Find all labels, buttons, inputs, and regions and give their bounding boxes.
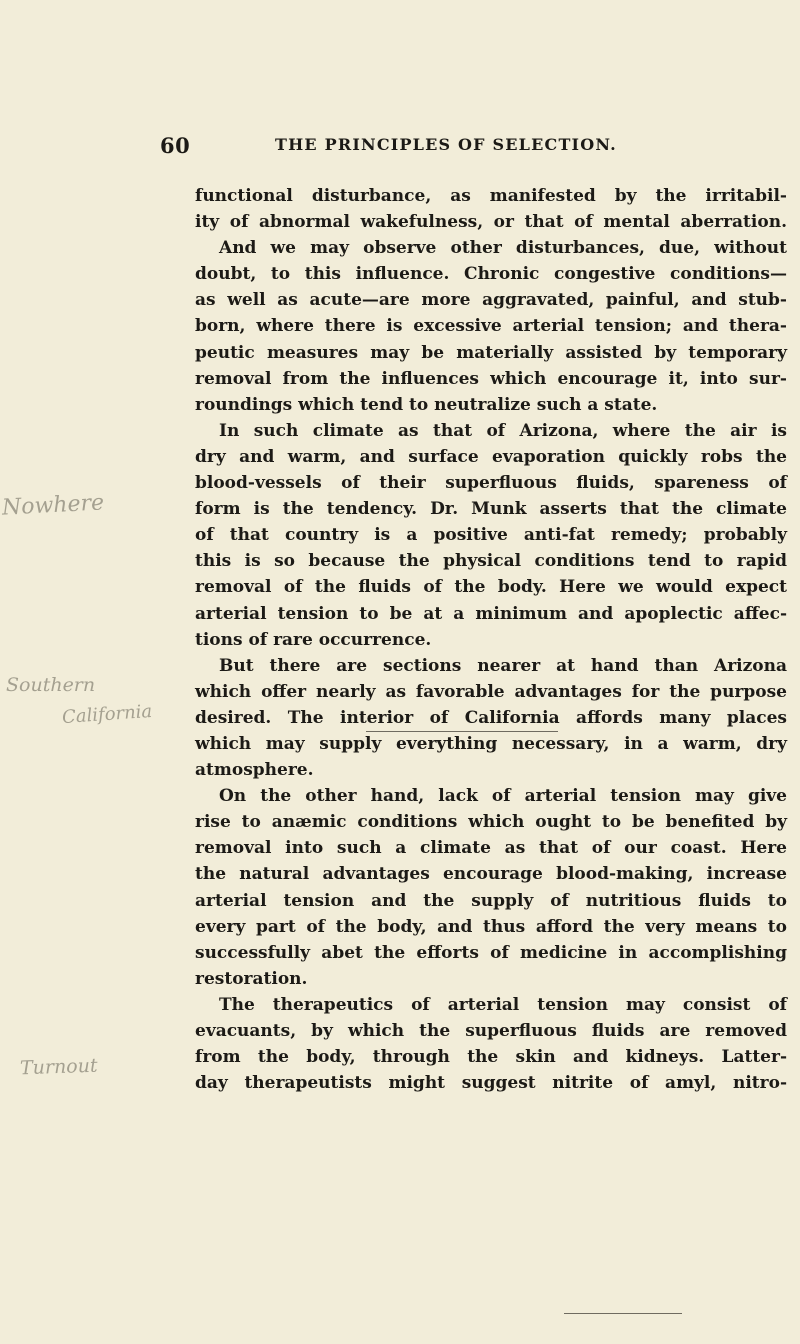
text-line: born, where there is excessive arterial tension; and thera- [195, 316, 787, 337]
text-line: But there are sections nearer at hand than Arizona [219, 655, 787, 676]
text-line: peutic measures may be materially assisted by temporary [195, 342, 787, 363]
text-line: dry and warm, and surface evaporation quickly robs the [195, 446, 787, 467]
body-text [195, 183, 787, 1096]
text-line: as well as acute—are more aggravated, painful, and stub- [195, 290, 787, 311]
text-line: doubt, to this influence. Chronic congestive conditions— [195, 264, 787, 285]
text-line: form is the tendency. Dr. Munk asserts that the climate [195, 499, 787, 520]
pencil-underline [366, 731, 558, 732]
text-line: tions of rare occurrence. [195, 629, 432, 650]
margin-note-turnout: Turnout [19, 1054, 98, 1080]
text-line: atmosphere. [195, 760, 314, 781]
text-line: restoration. [195, 968, 308, 989]
text-line: which may supply everything necessary, in a warm, dry [195, 733, 787, 754]
text-line: The therapeutics of arterial tension may consist of [219, 994, 787, 1015]
text-line: functional disturbance, as manifested by the irritabil- [195, 186, 787, 206]
page-number: 60 [160, 133, 191, 158]
page-header [160, 133, 760, 163]
text-line: blood-vessels of their superfluous fluids, spareness of [195, 473, 787, 494]
text-line: desired. The interior of California affords many places [195, 707, 787, 728]
text-line: rise to anæmic conditions which ought to be benefited by [195, 812, 787, 833]
text-line: ity of abnormal wakefulness, or that of mental aberration. [195, 212, 787, 233]
text-line: day therapeutists might suggest nitrite of amyl, nitro- [195, 1073, 787, 1094]
text-line: evacuants, by which the superfluous fluids are removed [195, 1021, 787, 1041]
text-line: the natural advantages encourage blood-making, increase [195, 864, 787, 885]
text-line: which offer nearly as favorable advantages for the purpose [195, 681, 787, 702]
margin-note-nowhere: Nowhere [1, 490, 105, 521]
text-line: this is so because the physical conditions tend to rapid [195, 551, 787, 572]
text-line: arterial tension and the supply of nutritious fluids to [195, 890, 787, 911]
text-line: removal into such a climate as that of our coast. Here [195, 838, 787, 859]
pencil-underline [564, 1313, 682, 1314]
margin-note-southern: Southern [6, 674, 96, 696]
text-line: In such climate as that of Arizona, where the air is [219, 420, 787, 441]
text-line: removal from the influences which encourage it, into sur- [195, 368, 787, 389]
text-line: arterial tension to be at a minimum and apoplectic affec- [195, 603, 787, 624]
text-line: every part of the body, and thus afford the very means to [195, 916, 787, 937]
text-line: roundings which tend to neutralize such a state. [195, 394, 658, 415]
text-line: On the other hand, lack of arterial tension may give [219, 786, 787, 807]
text-line: from the body, through the skin and kidneys. Latter- [195, 1047, 787, 1068]
text-line: And we may observe other disturbances, due, without [219, 238, 787, 259]
text-line: of that country is a positive anti-fat remedy; probably [195, 525, 787, 546]
running-title: THE PRINCIPLES OF SELECTION. [275, 135, 617, 154]
margin-note-california: California [61, 700, 153, 729]
text-line: removal of the fluids of the body. Here we would expect [195, 577, 787, 598]
text-line: successfully abet the efforts of medicine in accomplishing [195, 942, 787, 963]
